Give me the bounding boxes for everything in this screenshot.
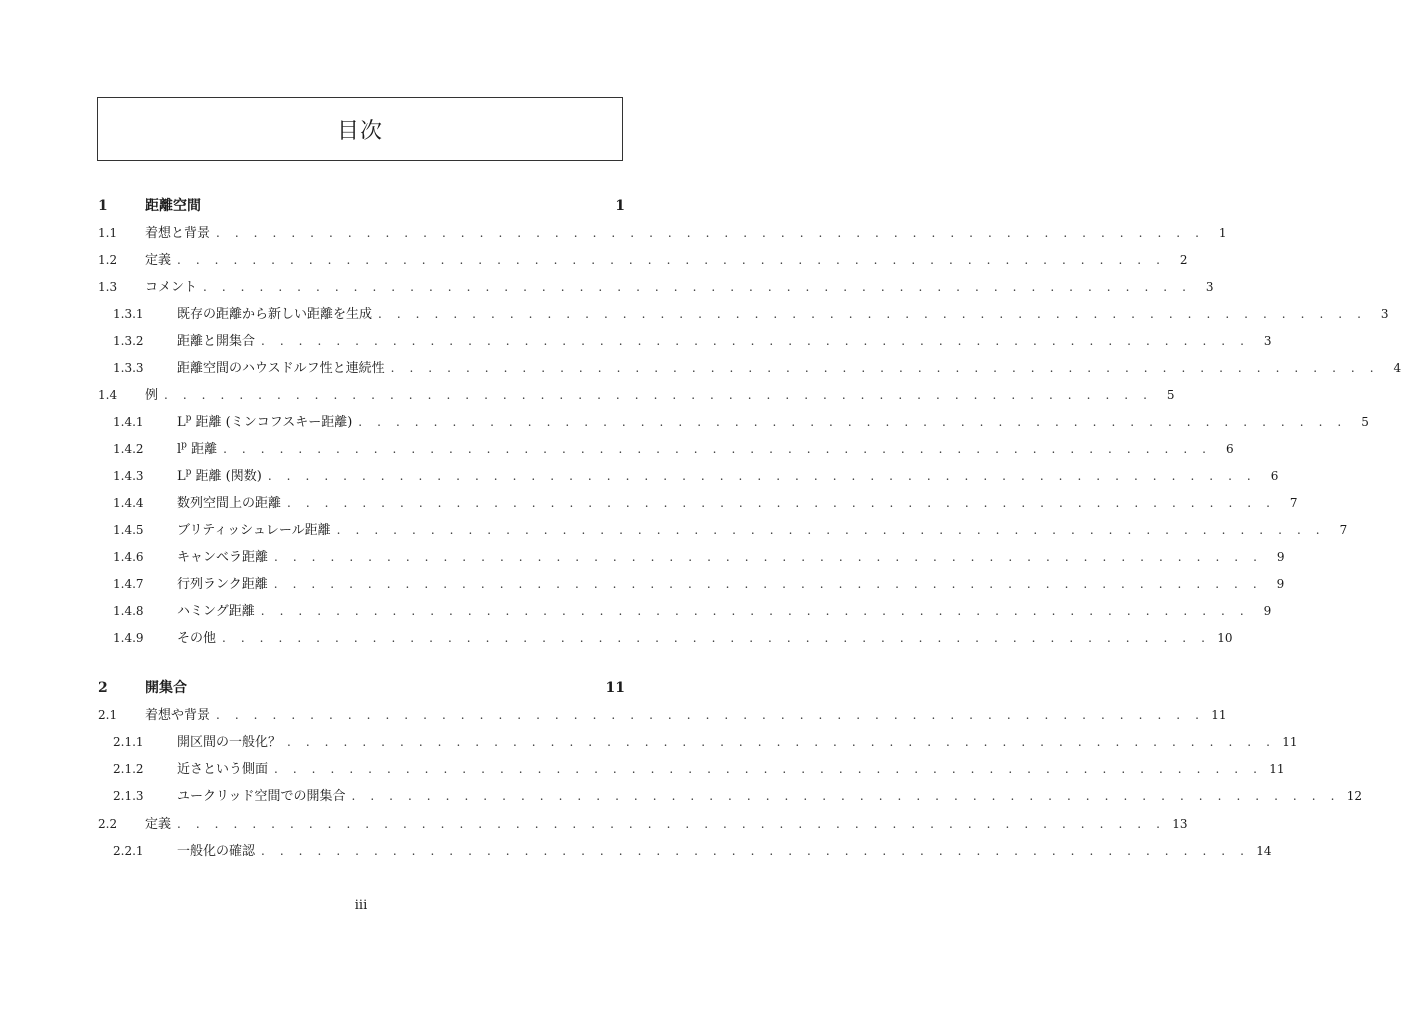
toc-entry-section-2-2[interactable] [98,813,1188,833]
toc-entry-subsection-2-2-1[interactable] [113,840,1272,860]
entry-page: 7 [1289,496,1298,510]
entry-title-prefix: l [177,442,182,457]
entry-page: 5 [1166,388,1175,402]
entry-title: 定義 [145,253,172,268]
dot-leader: . . . . . . . . . . . . . . . . . . . . . . . . . . . . . . . . . . . . . . . . . . . . . . . . . . . . . [216,708,1205,722]
entry-title-superscript: p [185,467,192,478]
entry-page: 11 [1211,708,1227,722]
entry-number: 2 [98,680,108,696]
entry-title: コメント [145,280,198,295]
entry-number: 2.1.3 [113,789,144,803]
entry-title-group [177,465,262,484]
toc-entry-subsection-1-3-2[interactable] [113,330,1272,350]
entry-page: 2 [1179,253,1188,267]
entry-number: 2.1 [98,708,118,722]
entry-page: 6 [1225,442,1234,456]
entry-page: 3 [1263,334,1272,348]
entry-number: 1.3 [98,280,118,294]
entry-number: 1.4.6 [113,550,144,564]
entry-title: その他 [177,631,217,646]
toc-entry-subsection-1-4-6[interactable] [113,546,1285,566]
entry-page: 10 [1217,631,1233,645]
dot-leader: . . . . . . . . . . . . . . . . . . . . . . . . . . . . . . . . . . . . . . . . . . . . . . . . . . . . . [223,442,1212,456]
entry-title: ブリティッシュレール距離 [177,523,331,538]
entry-title: 距離空間 [145,198,201,214]
entry-title: 一般化の確認 [177,844,256,859]
entry-title: 近さという側面 [177,762,269,777]
entry-title: 開区間の一般化？ [177,735,282,750]
entry-number: 1.4.3 [113,469,144,483]
dot-leader: . . . . . . . . . . . . . . . . . . . . . . . . . . . . . . . . . . . . . . . . . . . . . . . . . . . . . [261,334,1250,348]
entry-title: キャンベラ距離 [177,550,269,565]
entry-page: 14 [1256,844,1272,858]
entry-page: 11 [1269,762,1285,776]
entry-title: 距離空間のハウスドルフ性と連続性 [177,361,385,376]
entry-title: 例 [145,388,159,403]
entry-number: 1.4 [98,388,118,402]
toc-entry-section-1-1[interactable] [98,222,1227,242]
toc-title-box [97,97,623,161]
entry-page: 4 [1393,361,1401,375]
entry-number: 1.3.2 [113,334,144,348]
toc-entry-section-1-3[interactable] [98,276,1214,296]
toc-entry-section-2-1[interactable] [98,704,1227,724]
entry-number: 1.4.1 [113,415,144,429]
dot-leader: . . . . . . . . . . . . . . . . . . . . . . . . . . . . . . . . . . . . . . . . . . . . . . . . . . . . . [287,496,1276,510]
entry-page: 1 [1218,226,1227,240]
toc-entry-subsection-1-4-5[interactable] [113,519,1348,539]
entry-number: 1.3.3 [113,361,144,375]
toc-entry-subsection-1-3-1[interactable] [113,303,1389,323]
entry-number: 1.2 [98,253,118,267]
entry-page: 6 [1270,469,1279,483]
entry-page: 3 [1205,280,1214,294]
entry-title: 距離 (関数) [191,469,262,484]
entry-page: 9 [1276,577,1285,591]
entry-title-group [177,438,217,457]
entry-title: ユークリッド空間での開集合 [177,789,346,804]
dot-leader: . . . . . . . . . . . . . . . . . . . . . . . . . . . . . . . . . . . . . . . . . . . . . . . . . . . . . [287,735,1276,749]
toc-entry-subsection-2-1-1[interactable] [113,731,1298,751]
entry-page: 12 [1346,789,1363,803]
entry-page: 9 [1263,604,1272,618]
page-number-footer: iii [354,898,368,913]
entry-page: 11 [1282,735,1298,749]
dot-leader: . . . . . . . . . . . . . . . . . . . . . . . . . . . . . . . . . . . . . . . . . . . . . . . . . . . . . [267,469,1257,483]
toc-entry-section-1-4[interactable] [98,384,1175,404]
entry-number: 1.3.1 [113,307,144,321]
entry-number: 1.4.4 [113,496,144,510]
entry-title-superscript: p [185,413,192,424]
dot-leader: . . . . . . . . . . . . . . . . . . . . . . . . . . . . . . . . . . . . . . . . . . . . . . . . . . . . . [378,307,1367,321]
toc-entry-subsection-1-4-8[interactable] [113,600,1272,620]
toc-entry-subsection-1-4-3[interactable] [113,465,1279,485]
entry-title: 距離と開集合 [177,334,256,349]
dot-leader: . . . . . . . . . . . . . . . . . . . . . . . . . . . . . . . . . . . . . . . . . . . . . . . . . . . . . [336,523,1326,537]
toc-entry-chapter-2[interactable] [98,677,625,697]
toc-title: 目次 [336,118,383,144]
entry-title-prefix: L [177,469,186,484]
entry-number: 1 [98,198,108,214]
entry-number: 1.4.2 [113,442,144,456]
entry-title-group [177,411,352,430]
entry-page: 1 [615,198,625,214]
entry-title: 距離 (ミンコフスキー距離) [191,415,353,430]
toc-entry-subsection-1-4-7[interactable] [113,573,1285,593]
entry-title: 着想や背景 [145,708,211,723]
toc-entry-subsection-1-3-3[interactable] [113,357,1401,377]
toc-entry-chapter-1[interactable] [98,195,625,215]
entry-number: 1.1 [98,226,118,240]
toc-entry-subsection-1-4-9[interactable] [113,627,1233,647]
dot-leader: . . . . . . . . . . . . . . . . . . . . . . . . . . . . . . . . . . . . . . . . . . . . . . . . . . . . . [222,631,1211,645]
entry-number: 2.1.2 [113,762,144,776]
dot-leader: . . . . . . . . . . . . . . . . . . . . . . . . . . . . . . . . . . . . . . . . . . . . . . . . . . . . . [261,844,1250,858]
entry-page: 11 [605,680,625,696]
toc-entry-subsection-2-1-2[interactable] [113,758,1285,778]
entry-number: 1.4.7 [113,577,144,591]
toc-entry-section-1-2[interactable] [98,249,1188,269]
toc-entry-subsection-1-4-1[interactable] [113,411,1369,431]
dot-leader: . . . . . . . . . . . . . . . . . . . . . . . . . . . . . . . . . . . . . . . . . . . . . . . . . . . . . [273,577,1263,591]
dot-leader: . . . . . . . . . . . . . . . . . . . . . . . . . . . . . . . . . . . . . . . . . . . . . . . . . . . . . [274,550,1263,564]
toc-entry-subsection-2-1-3[interactable] [113,785,1363,805]
entry-number: 1.4.8 [113,604,144,618]
dot-leader: . . . . . . . . . . . . . . . . . . . . . . . . . . . . . . . . . . . . . . . . . . . . . . . . . . . . . [390,361,1380,375]
entry-page: 9 [1276,550,1285,564]
entry-title: 行列ランク距離 [177,577,268,592]
entry-number: 2.1.1 [113,735,144,749]
entry-title: 着想と背景 [145,226,211,241]
entry-number: 2.2.1 [113,844,144,858]
entry-title-prefix: L [177,415,186,430]
entry-page: 13 [1172,817,1188,831]
toc-entry-subsection-1-4-4[interactable] [113,492,1298,512]
dot-leader: . . . . . . . . . . . . . . . . . . . . . . . . . . . . . . . . . . . . . . . . . . . . . . . . . . . . . [164,388,1153,402]
dot-leader: . . . . . . . . . . . . . . . . . . . . . . . . . . . . . . . . . . . . . . . . . . . . . . . . . . . . . [260,604,1250,618]
entry-number: 1.4.5 [113,523,144,537]
toc-entry-subsection-1-4-2[interactable] [113,438,1234,458]
entry-title: ハミング距離 [177,604,255,619]
entry-title: 距離 [186,442,218,457]
dot-leader: . . . . . . . . . . . . . . . . . . . . . . . . . . . . . . . . . . . . . . . . . . . . . . . . . . . . . [203,280,1192,294]
entry-number: 2.2 [98,817,118,831]
dot-leader: . . . . . . . . . . . . . . . . . . . . . . . . . . . . . . . . . . . . . . . . . . . . . . . . . . . . . [274,762,1263,776]
dot-leader: . . . . . . . . . . . . . . . . . . . . . . . . . . . . . . . . . . . . . . . . . . . . . . . . . . . . . [351,789,1341,803]
entry-title: 数列空間上の距離 [177,496,282,511]
entry-title: 既存の距離から新しい距離を生成 [177,307,373,322]
entry-number: 1.4.9 [113,631,144,645]
dot-leader: . . . . . . . . . . . . . . . . . . . . . . . . . . . . . . . . . . . . . . . . . . . . . . . . . . . . . [216,226,1205,240]
entry-title: 開集合 [145,680,187,696]
entry-page: 7 [1339,523,1348,537]
dot-leader: . . . . . . . . . . . . . . . . . . . . . . . . . . . . . . . . . . . . . . . . . . . . . . . . . . . . . [177,817,1166,831]
entry-title: 定義 [145,817,172,832]
dot-leader: . . . . . . . . . . . . . . . . . . . . . . . . . . . . . . . . . . . . . . . . . . . . . . . . . . . . . [358,415,1347,429]
dot-leader: . . . . . . . . . . . . . . . . . . . . . . . . . . . . . . . . . . . . . . . . . . . . . . . . . . . . . [177,253,1166,267]
entry-title-superscript: p [181,440,187,451]
entry-page: 5 [1361,415,1369,429]
entry-page: 3 [1380,307,1389,321]
